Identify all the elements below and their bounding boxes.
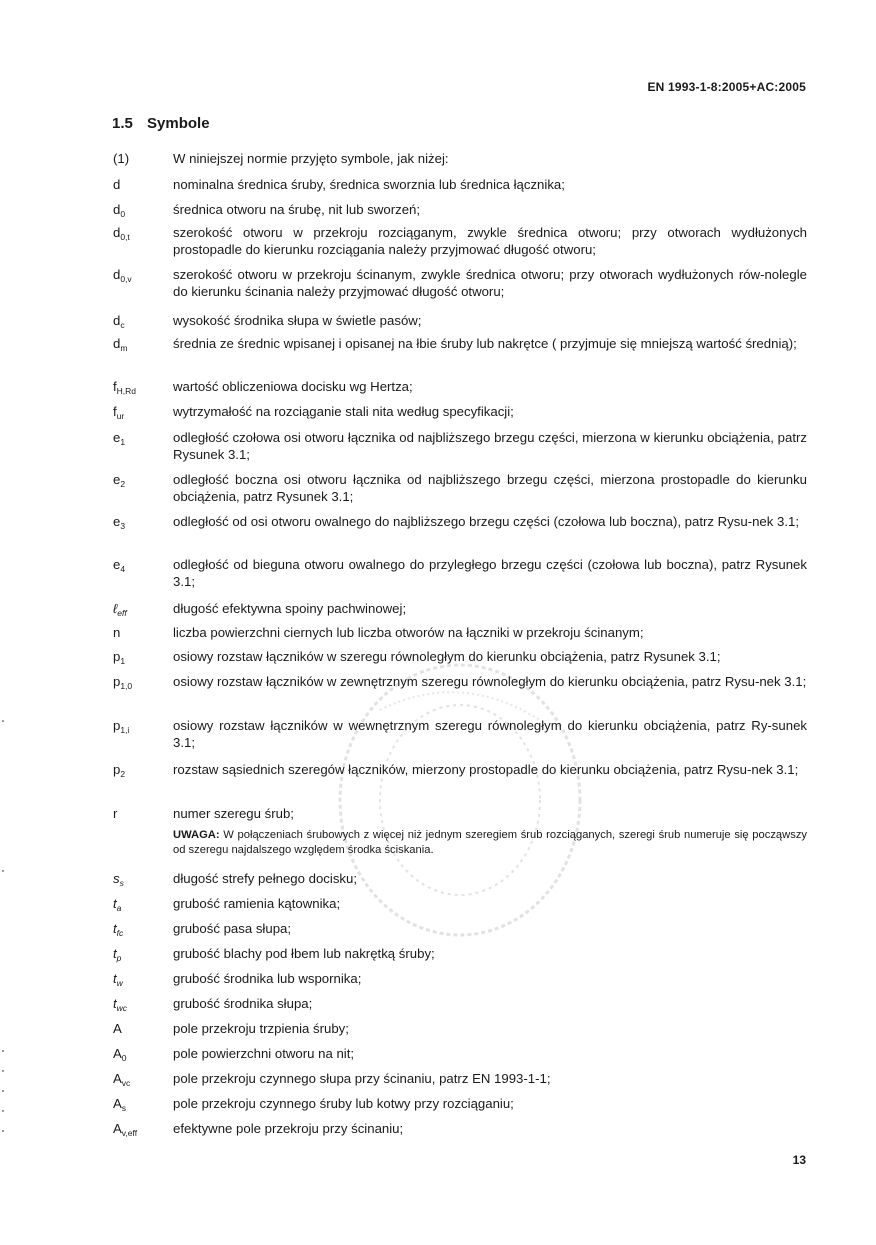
symbol: n: [113, 625, 121, 640]
symbol-description: osiowy rozstaw łączników w wewnętrznym szeregu równoległym do kierunku obciążenia, patrz Ry-sunek 3.1;: [173, 718, 807, 750]
symbol: A: [113, 1021, 122, 1036]
symbol-description: wartość obliczeniowa docisku wg Hertza;: [173, 379, 413, 394]
symbol: $e_4$: [113, 557, 126, 574]
document-code: EN 1993-1-8:2005+AC:2005: [647, 80, 806, 94]
symbol: $d_{0,v}$: [113, 267, 132, 284]
symbol: (1): [113, 151, 130, 166]
symbol-description: efektywne pole przekroju przy ścinaniu;: [173, 1121, 404, 1136]
symbol-description: pole przekroju czynnego śruby lub kotwy przy rozciąganiu;: [173, 1096, 514, 1111]
symbol: $e_3$: [113, 514, 126, 531]
symbol: $s_s$: [113, 871, 124, 888]
section-number: 1.5: [112, 115, 133, 132]
symbol: d: [113, 177, 121, 192]
symbol: $t_w$: [113, 971, 123, 988]
note-text: UWAGA: W połączeniach śrubowych z więcej niż jednym szeregiem śrub rozciąganych, szeregi śrub numeruje się począwszy od szeregu najdalszego względem środka ściskania.: [173, 829, 808, 856]
symbol: $p_{1,i}$: [113, 718, 130, 735]
symbol: $A_0$: [113, 1046, 127, 1063]
symbol: $d_{0,t}$: [113, 225, 130, 242]
symbol-description: odległość czołowa osi otworu łącznika od najbliższego brzegu części, mierzona w kierunku obciążenia, patrz Rysunek 3.1;: [173, 430, 807, 462]
symbol: $e_1$: [113, 430, 126, 447]
symbol: $e_2$: [113, 472, 126, 489]
symbol: $f_{H,Rd}$: [113, 379, 137, 396]
symbol-description: pole przekroju czynnego słupa przy ścinaniu, patrz EN 1993-1-1;: [173, 1071, 551, 1086]
page-number: 13: [792, 1153, 806, 1167]
symbol: $t_p$: [113, 946, 122, 963]
symbol: $p_1$: [113, 649, 126, 666]
symbol: $f_{ur}$: [113, 404, 125, 421]
symbol-description: grubość blachy pod łbem lub nakrętką śruby;: [173, 946, 435, 961]
symbol-description: pole przekroju trzpienia śruby;: [173, 1021, 349, 1036]
symbol-description: odległość od osi otworu owalnego do najbliższego brzegu części (czołowa lub boczna), patrz Rysu-nek 3.1;: [173, 514, 800, 529]
symbol: $t_{fc}$: [113, 921, 124, 938]
symbol-description: szerokość otworu w przekroju rozciąganym, zwykle średnica otworu; przy otworach wydłużonych prostopadle do kierunku rozciągania należy przyjmować długość otworu;: [173, 225, 807, 257]
symbol-description: średnia ze średnic wpisanej i opisanej na łbie śruby lub nakrętce ( przyjmuje się mniejszą wartość średnią);: [173, 336, 797, 351]
symbol-description: nominalna średnica śruby, średnica sworznia lub średnica łącznika;: [173, 177, 565, 192]
symbol: r: [113, 806, 118, 821]
symbol-description: grubość środnika lub wspornika;: [173, 971, 362, 986]
symbol-description: długość efektywna spoiny pachwinowej;: [173, 601, 407, 616]
scan-edge-marks: [2, 720, 8, 1140]
symbol-description: długość strefy pełnego docisku;: [173, 871, 358, 886]
symbol: $p_{1,0}$: [113, 674, 133, 691]
symbol: $A_{v,eff}$: [113, 1121, 138, 1138]
symbol: $t_a$: [113, 896, 122, 913]
symbol: $d_0$: [113, 202, 126, 219]
note-label: UWAGA:: [173, 829, 220, 841]
symbol-description: grubość środnika słupa;: [173, 996, 313, 1011]
symbol: $A_{vc}$: [113, 1071, 131, 1088]
symbol: ℓ$_{eff}$: [113, 601, 127, 618]
symbol-description: odległość od bieguna otworu owalnego do przyległego brzegu części (czołowa lub boczna), patrz Rysunek 3.1;: [173, 557, 807, 589]
section-title: Symbole: [147, 115, 210, 132]
symbol-description: liczba powierzchni ciernych lub liczba otworów na łączniki w przekroju ścinanym;: [173, 625, 644, 640]
symbol-description: W niniejszej normie przyjęto symbole, jak niżej:: [173, 151, 449, 166]
symbol-description: grubość ramienia kątownika;: [173, 896, 341, 911]
symbol: $t_{wc}$: [113, 996, 128, 1013]
symbol-description: szerokość otworu w przekroju ścinanym, zwykle średnica otworu; przy otworach wydłużonych rów-nolegle do kierunku ścinania należy przyjmować długość otworu;: [173, 267, 807, 299]
symbol: $A_s$: [113, 1096, 127, 1113]
symbol-description: pole powierzchni otworu na nit;: [173, 1046, 355, 1061]
symbol-description: odległość boczna osi otworu łącznika od najbliższego brzegu części, mierzona prostopadle do kierunku obciążenia, patrz Rysunek 3.1;: [173, 472, 807, 504]
symbol-description: rozstaw sąsiednich szeregów łączników, mierzony prostopadle do kierunku obciążenia, patrz Rysu-nek 3.1;: [173, 762, 799, 777]
symbol: $d_c$: [113, 313, 125, 330]
symbol: $d_m$: [113, 336, 128, 353]
section-heading: [112, 115, 210, 132]
symbol: $p_2$: [113, 762, 126, 779]
symbol-description: grubość pasa słupa;: [173, 921, 292, 936]
symbol-description: osiowy rozstaw łączników w zewnętrznym szeregu równoległym do kierunku obciążenia, patrz Rysu-nek 3.1;: [173, 674, 807, 689]
symbol-description: numer szeregu śrub;: [173, 806, 294, 821]
symbol-description: wytrzymałość na rozciąganie stali nita według specyfikacji;: [173, 404, 514, 419]
symbol-description: osiowy rozstaw łączników w szeregu równoległym do kierunku obciążenia, patrz Rysunek 3.1;: [173, 649, 721, 664]
symbol-description: wysokość środnika słupa w świetle pasów;: [173, 313, 422, 328]
symbol-description: średnica otworu na śrubę, nit lub sworzeń;: [173, 202, 421, 217]
